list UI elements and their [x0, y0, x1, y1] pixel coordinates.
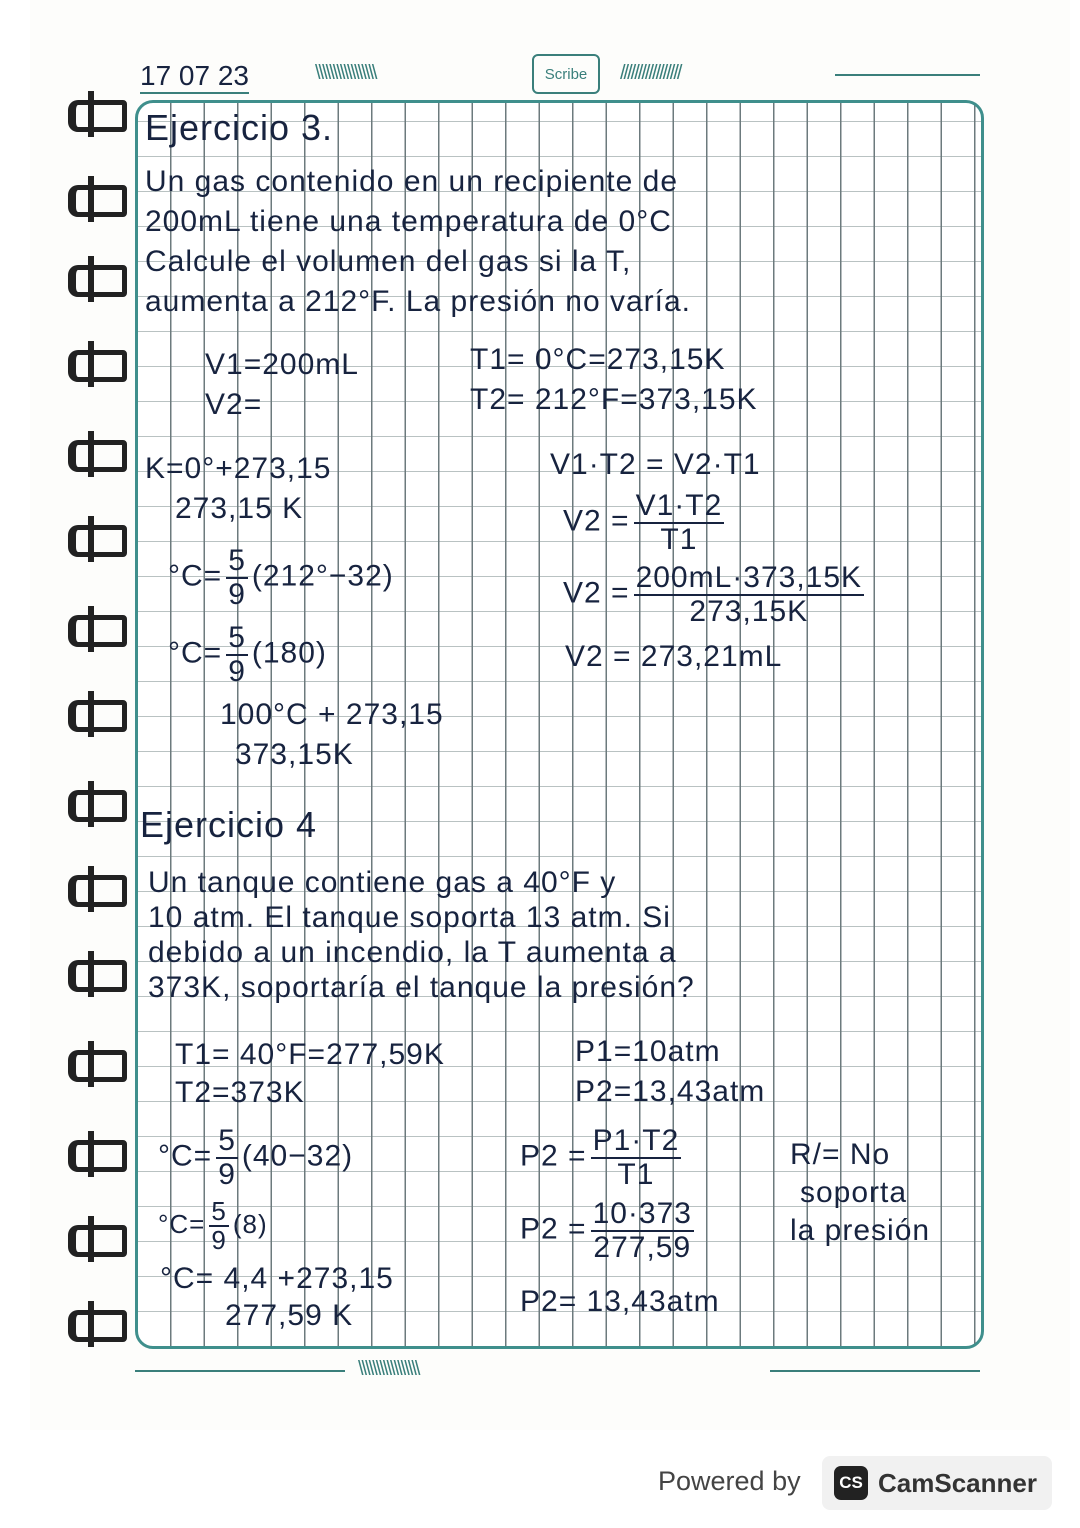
celsius-calc: °C= $\frac{5}{9}$ (180) [168, 621, 327, 688]
problem-line: aumenta a 212°F. La presión no varía. [145, 285, 691, 318]
camscanner-icon: CS [834, 1466, 868, 1500]
camscanner-label: CamScanner [878, 1467, 1037, 1498]
celsius-calc: °C= $\frac{5}{9}$ (212°−32) [168, 544, 394, 611]
problem-line: 10 atm. El tanque soporta 13 atm. Si [148, 901, 671, 934]
given-p2: P2=13,43atm [575, 1075, 766, 1108]
charles-law: V1·T2 = V2·T1 [550, 448, 761, 481]
kelvin-calc: °C= 4,4 +273,15 [160, 1262, 394, 1295]
exercise-4-title: Ejercicio 4 [140, 804, 318, 845]
p2-substitution: P2 = $\frac{10\cdot 373}{277,59}$ [520, 1197, 692, 1264]
powered-by-text: Powered by [658, 1466, 801, 1496]
given-t1: T1= 0°C=273,15K [470, 343, 726, 376]
kelvin-result: 373,15K [235, 738, 354, 771]
footer-rule [135, 1370, 345, 1372]
celsius-calc: °C= $\frac{5}{9}$ (40−32) [158, 1124, 354, 1191]
header-decoration: \\\\\\\\\\\\\\\\\ [315, 62, 376, 84]
problem-line: Calcule el volumen del gas si la T, [145, 245, 632, 278]
kelvin-calc: K=0°+273,15 [145, 452, 332, 485]
answer-line: R/= No [790, 1138, 891, 1171]
v2-formula: V2 = $\frac{V1\cdot T2}{T1}$ [563, 489, 723, 556]
footer-decoration: \\\\\\\\\\\\\\\\\ [358, 1358, 419, 1380]
given-t1: T1= 40°F=277,59K [175, 1038, 445, 1071]
problem-line: 200mL tiene una temperatura de 0°C [145, 205, 672, 238]
header-rule [835, 74, 980, 76]
scribe-logo: Scribe [532, 54, 600, 94]
problem-line: debido a un incendio, la T aumenta a [148, 936, 677, 969]
p2-result: P2= 13,43atm [520, 1285, 720, 1318]
header-decoration: ///////////////// [620, 62, 681, 84]
given-v2: V2= [205, 388, 263, 421]
v2-substitution: V2 = $\frac{200mL\cdot 373,15K}{273,15K}$ [563, 561, 863, 628]
p2-formula: P2 = $\frac{P1\cdot T2}{T1}$ [520, 1124, 680, 1191]
answer-line: soporta [800, 1176, 908, 1209]
answer-line: la presión [790, 1214, 931, 1247]
given-t2: T2=373K [175, 1076, 305, 1109]
v2-result: V2 = 273,21mL [565, 640, 783, 673]
kelvin-result: 273,15 K [175, 492, 304, 525]
kelvin-result: 277,59 K [225, 1299, 354, 1332]
given-p1: P1=10atm [575, 1035, 721, 1068]
given-v1: V1=200mL [205, 348, 359, 381]
problem-line: 373K, soportaría el tanque la presión? [148, 971, 695, 1004]
given-t2: T2= 212°F=373,15K [470, 383, 758, 416]
kelvin-calc: 100°C + 273,15 [220, 698, 444, 731]
camscanner-badge [822, 1456, 1052, 1510]
exercise-3-title: Ejercicio 3. [145, 107, 334, 148]
date: 17 07 23 [140, 60, 249, 94]
problem-line: Un gas contenido en un recipiente de [145, 165, 679, 198]
celsius-calc: °C= $\frac{5}{9}$ (8) [158, 1196, 268, 1256]
problem-line: Un tanque contiene gas a 40°F y [148, 866, 617, 899]
footer-rule [770, 1370, 980, 1372]
